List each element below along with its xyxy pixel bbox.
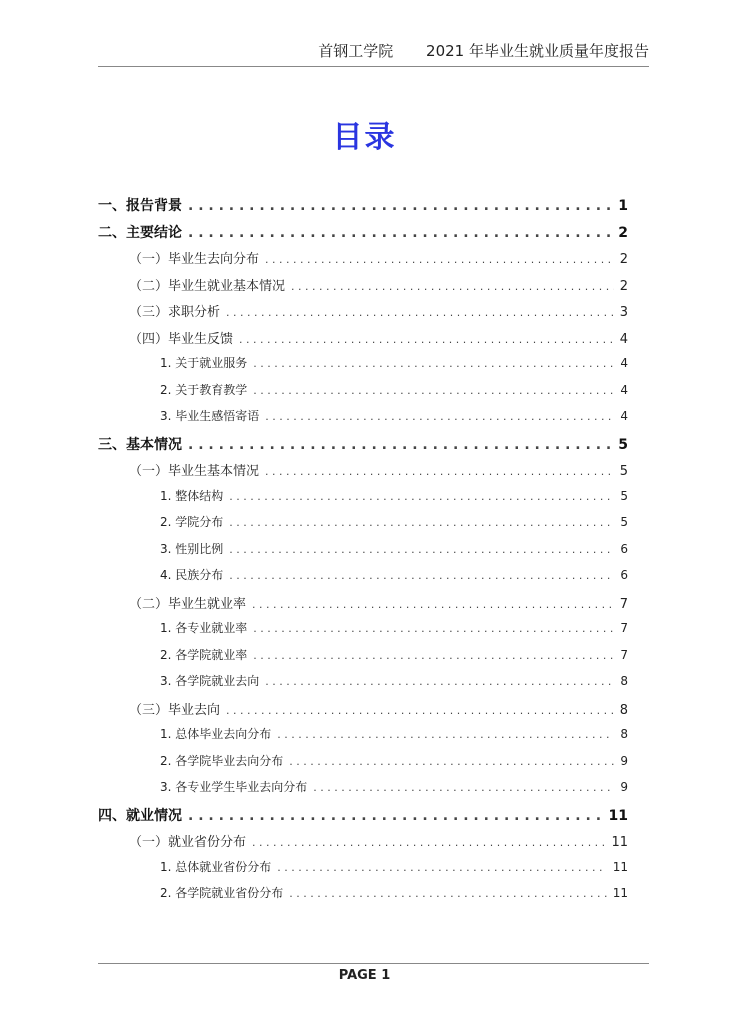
toc-entry-label: 三、基本情况 [98,436,182,453]
toc-entry-page-number: 2 [618,224,628,241]
toc-dot-leader [253,622,614,635]
toc-dot-leader [265,410,614,423]
table-of-contents [98,195,628,911]
page-title: 目录 [332,120,397,155]
toc-dot-leader [253,384,614,397]
toc-dot-leader [291,280,614,293]
toc-entry-page-number: 7 [619,596,628,612]
toc-dot-leader [229,490,614,503]
toc-entry-page-number: 4 [620,382,628,397]
toc-entry-page-number: 2 [619,278,628,294]
toc-entry-label: 1. 各专业就业率 [160,621,248,635]
toc-entry-level-1[interactable] [98,222,628,249]
toc-entry-level-3[interactable] [98,354,628,381]
toc-entry-page-number: 6 [620,541,628,556]
toc-entry-level-3[interactable] [98,487,628,514]
toc-entry-level-3[interactable] [98,672,628,699]
toc-entry-label: 2. 各学院就业率 [160,647,248,662]
toc-entry-level-3[interactable] [98,381,628,408]
toc-entry-level-3[interactable] [98,646,628,673]
toc-entry-label: 3. 各专业学生毕业去向分布 [160,780,308,794]
toc-entry-level-3[interactable] [98,619,628,646]
toc-entry-label: 1. 整体结构 [160,488,224,503]
toc-entry-page-number: 9 [620,780,628,794]
toc-entry-label: 2. 各学院就业省份分布 [160,886,284,900]
toc-entry-label: （二）毕业生就业基本情况 [129,278,286,294]
header-report-title: 2021 年毕业生就业质量年度报告 [426,42,649,60]
toc-dot-leader [265,465,614,478]
toc-entry-page-number: 1 [618,198,628,214]
toc-dot-leader [188,225,612,241]
toc-entry-level-2[interactable] [98,328,628,355]
toc-entry-label: 3. 各学院就业去向 [160,674,260,688]
toc-entry-label: （三）求职分析 [129,305,221,320]
toc-entry-label: 1. 总体就业省份分布 [160,859,272,874]
toc-entry-label: （四）毕业生反馈 [129,331,234,347]
toc-entry-level-1[interactable] [98,434,628,461]
toc-entry-level-3[interactable] [98,858,628,885]
toc-entry-level-3[interactable] [98,725,628,752]
toc-entry-level-1[interactable] [98,805,628,832]
toc-dot-leader [239,333,614,346]
toc-entry-level-3[interactable] [98,407,628,434]
toc-dot-leader [277,728,614,741]
toc-dot-leader [229,516,614,529]
toc-entry-page-number: 5 [620,488,628,503]
toc-entry-level-2[interactable] [98,593,628,620]
toc-entry-label: 1. 关于就业服务 [160,356,248,370]
header-divider [98,66,649,67]
toc-entry-page-number: 4 [620,409,628,423]
toc-entry-label: 一、报告背景 [98,198,182,214]
toc-dot-leader [229,569,614,582]
toc-entry-page-number: 11 [611,835,628,850]
toc-dot-leader [252,598,614,611]
header-school-name: 首钢工学院 [318,42,394,60]
toc-entry-level-2[interactable] [98,831,628,858]
toc-entry-page-number: 3 [619,305,628,320]
toc-entry-label: 2. 关于教育教学 [160,382,248,397]
toc-dot-leader [188,808,603,824]
toc-entry-label: （二）毕业生就业率 [129,596,247,612]
page-number: PAGE 1 [338,968,391,983]
toc-dot-leader [253,357,614,370]
toc-dot-leader [289,887,606,900]
toc-entry-page-number: 6 [620,568,628,582]
toc-entry-level-3[interactable] [98,778,628,805]
toc-entry-label: （一）毕业生基本情况 [129,464,260,479]
toc-entry-page-number: 5 [619,464,628,479]
toc-entry-label: 2. 学院分布 [160,515,224,529]
toc-entry-label: 3. 毕业生感悟寄语 [160,409,260,423]
toc-entry-page-number: 8 [620,727,628,741]
toc-entry-page-number: 11 [608,807,628,824]
toc-entry-label: 四、就业情况 [98,807,182,824]
toc-dot-leader [226,704,614,717]
toc-entry-label: （三）毕业去向 [129,702,221,718]
toc-dot-leader [188,198,612,214]
toc-entry-label: 4. 民族分布 [160,568,224,582]
toc-entry-label: （一）就业省份分布 [129,835,247,850]
toc-entry-label: 二、主要结论 [98,224,182,241]
toc-dot-leader [229,543,614,556]
toc-entry-page-number: 4 [619,331,628,347]
toc-entry-level-2[interactable] [98,460,628,487]
toc-entry-page-number: 11 [612,859,628,874]
toc-entry-level-3[interactable] [98,884,628,911]
toc-entry-label: 1. 总体毕业去向分布 [160,727,272,741]
toc-entry-level-2[interactable] [98,275,628,302]
page-header [98,40,649,62]
toc-entry-level-3[interactable] [98,540,628,567]
toc-dot-leader [289,755,614,768]
toc-dot-leader [226,306,614,319]
toc-entry-level-2[interactable] [98,301,628,328]
toc-entry-page-number: 5 [620,515,628,529]
toc-entry-page-number: 7 [620,647,628,662]
toc-entry-page-number: 9 [620,753,628,768]
footer-divider [98,963,649,964]
toc-dot-leader [253,649,614,662]
toc-entry-page-number: 5 [618,436,628,453]
toc-dot-leader [252,836,605,849]
toc-entry-label: 2. 各学院毕业去向分布 [160,753,284,768]
toc-entry-level-2[interactable] [98,248,628,275]
toc-dot-leader [313,781,614,794]
toc-entry-page-number: 11 [612,886,628,900]
toc-entry-page-number: 8 [620,674,628,688]
toc-entry-page-number: 2 [619,252,628,267]
toc-entry-label: （一）毕业生去向分布 [129,252,260,267]
toc-entry-page-number: 7 [620,621,628,635]
toc-entry-label: 3. 性别比例 [160,541,224,556]
toc-entry-page-number: 4 [620,356,628,370]
toc-dot-leader [188,437,612,453]
toc-dot-leader [265,253,614,266]
toc-entry-level-3[interactable] [98,752,628,779]
toc-dot-leader [265,675,614,688]
toc-entry-page-number: 8 [619,702,628,718]
toc-entry-level-3[interactable] [98,566,628,593]
toc-dot-leader [277,861,606,874]
toc-entry-level-1[interactable] [98,195,628,222]
toc-entry-level-3[interactable] [98,513,628,540]
toc-entry-level-2[interactable] [98,699,628,726]
